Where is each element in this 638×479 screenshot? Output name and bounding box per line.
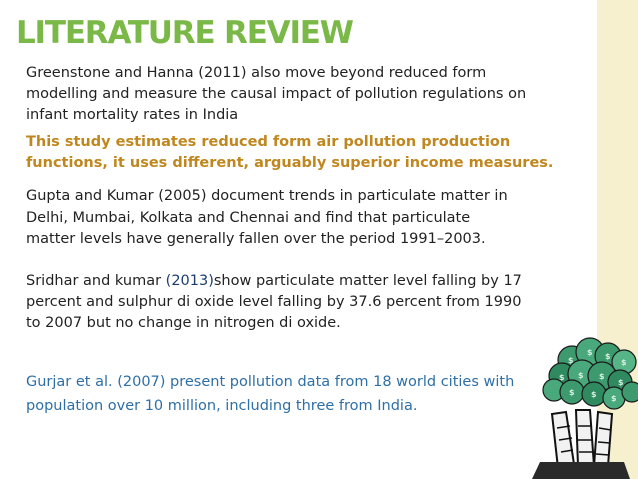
paragraph-study-estimates — [26, 132, 553, 174]
paragraph-line: matter levels have generally fallen over the period 1991–2003. — [26, 231, 486, 247]
paragraph-gurjar — [26, 370, 514, 418]
paragraph-line: to 2007 but no change in nitrogen di oxide. — [26, 315, 341, 331]
paragraph-line: modelling and measure the causal impact of pollution regulations on — [26, 86, 527, 102]
paragraph-sridhar-kumar — [26, 271, 522, 334]
paragraph-line: Gupta and Kumar (2005) document trends in particulate matter in — [26, 188, 508, 204]
paragraph-line: Greenstone and Hanna (2011) also move beyond reduced form — [26, 65, 487, 81]
svg-text:$: $ — [587, 348, 593, 357]
line-suffix: show particulate matter level falling by 17 — [213, 273, 522, 289]
slide-title: LITERATURE REVIEW — [16, 15, 353, 51]
paragraph-line: functions, it uses different, arguably superior income measures. — [26, 155, 554, 171]
svg-text:$: $ — [618, 378, 624, 387]
svg-text:$: $ — [611, 394, 617, 403]
paragraph-line — [26, 271, 522, 292]
svg-text:$: $ — [591, 390, 597, 399]
svg-text:$: $ — [621, 358, 627, 367]
svg-text:$: $ — [569, 388, 575, 397]
paragraph-line: Gurjar et al. (2007) present pollution data from 18 world cities with — [26, 374, 515, 390]
line-prefix: Sridhar and kumar — [26, 273, 166, 289]
factory-smokestacks-money-icon — [532, 332, 638, 479]
paragraph-gupta-kumar — [26, 186, 508, 251]
paragraph-greenstone-hanna — [26, 63, 526, 126]
svg-text:$: $ — [599, 372, 605, 381]
svg-text:$: $ — [605, 352, 611, 361]
svg-text:$: $ — [568, 356, 574, 365]
paragraph-line: population over 10 million, including three from India. — [26, 398, 418, 414]
paragraph-line: infant mortality rates in India — [26, 107, 239, 123]
paragraph-line: This study estimates reduced form air pollution production — [26, 134, 511, 150]
paragraph-line: percent and sulphur di oxide level falling by 37.6 percent from 1990 — [26, 294, 522, 310]
paragraph-line: Delhi, Mumbai, Kolkata and Chennai and find that particulate — [26, 209, 471, 226]
svg-text:$: $ — [559, 373, 565, 382]
svg-text:$: $ — [578, 371, 584, 380]
citation-year: (2013) — [165, 273, 214, 289]
